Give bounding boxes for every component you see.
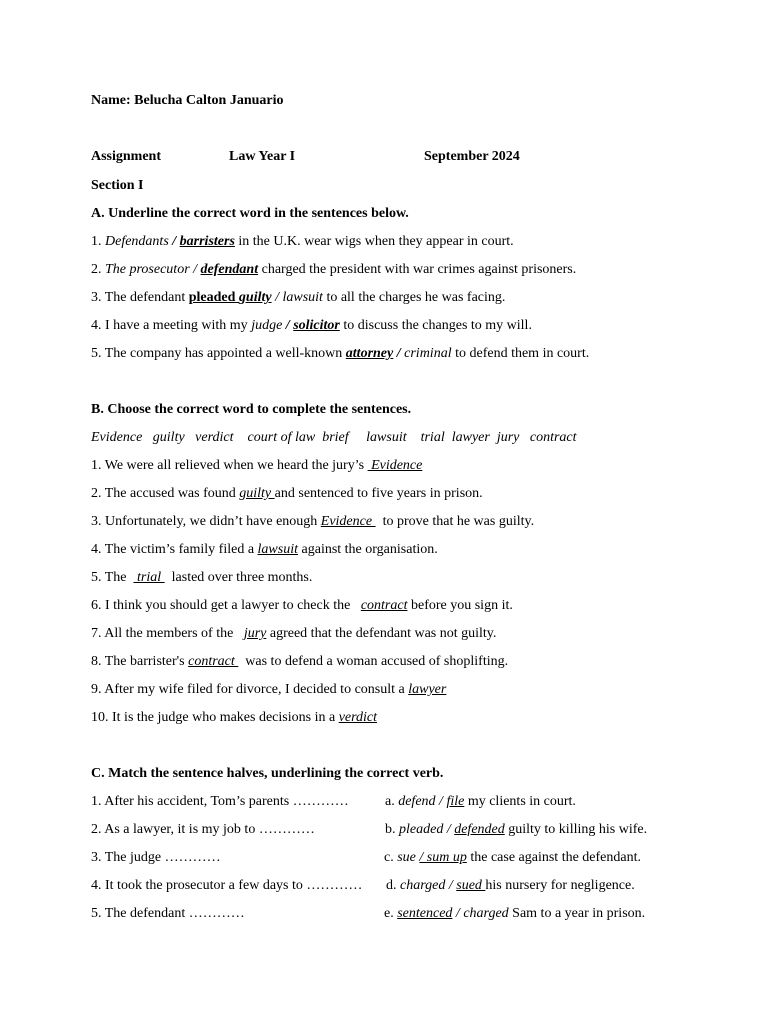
answer-blank: Evidence: [367, 458, 423, 473]
answer-blank: contract: [188, 654, 239, 669]
match-left-item: 3. The judge …………: [91, 850, 221, 865]
match-left-item: 5. The defendant …………: [91, 906, 245, 921]
match-left-item: 4. It took the prosecutor a few days to …………: [91, 878, 363, 893]
assignment-label: Assignment: [91, 149, 162, 164]
match-left-item: 2. As a lawyer, it is my job to …………: [91, 822, 315, 837]
part-c-title: C. Match the sentence halves, underlining the correct verb.: [91, 766, 444, 781]
part-b-item: 7. All the members of the jury agreed that the defendant was not guilty.: [91, 626, 497, 641]
part-a-title: A. Underline the correct word in the sentences below.: [91, 206, 409, 221]
part-b-item: 10. It is the judge who makes decisions in a verdict: [91, 710, 378, 725]
student-name: Name: Belucha Calton Januario: [91, 93, 284, 108]
answer-blank: trial: [133, 570, 165, 585]
part-b-item: 3. Unfortunately, we didn’t have enough Evidence to prove that he was guilty.: [91, 514, 535, 529]
match-right-item: d. charged / sued his nursery for negligence.: [386, 878, 635, 893]
part-b-item: 4. The victim’s family filed a lawsuit against the organisation.: [91, 542, 438, 557]
match-right-item: c. sue / sum up the case against the defendant.: [384, 850, 641, 865]
part-b-item: 9. After my wife filed for divorce, I decided to consult a lawyer: [91, 682, 447, 697]
date-label: September 2024: [424, 149, 520, 164]
match-right-item: a. defend / file my clients in court.: [385, 794, 576, 809]
match-right-item: e. sentenced / charged Sam to a year in prison.: [384, 906, 646, 921]
answer-blank: verdict: [338, 710, 378, 725]
answer-blank: lawsuit: [257, 542, 299, 557]
part-a-item: 1. Defendants / barristers in the U.K. wear wigs when they appear in court.: [91, 234, 514, 249]
part-a-item: 2. The prosecutor / defendant charged the president with war crimes against prisoners.: [91, 262, 577, 277]
answer-blank: jury: [243, 626, 267, 641]
part-b-item: 5. The trial lasted over three months.: [91, 570, 313, 585]
match-left-item: 1. After his accident, Tom’s parents …………: [91, 794, 349, 809]
word-bank: Evidence guilty verdict court of law brief lawsuit trial lawyer jury contract: [91, 430, 577, 445]
part-b-title: B. Choose the correct word to complete the sentences.: [91, 402, 412, 417]
answer-blank: contract: [360, 598, 408, 613]
part-a-item: 3. The defendant pleaded guilty / lawsuit to all the charges he was facing.: [91, 290, 506, 305]
part-a-item: 4. I have a meeting with my judge / solicitor to discuss the changes to my will.: [91, 318, 532, 333]
part-b-item: 6. I think you should get a lawyer to check the contract before you sign it.: [91, 598, 513, 613]
part-b-item: 8. The barrister's contract was to defend a woman accused of shoplifting.: [91, 654, 509, 669]
part-b-item: 2. The accused was found guilty and sentenced to five years in prison.: [91, 486, 483, 501]
answer-blank: guilty: [239, 486, 275, 501]
section-title: Section I: [91, 178, 144, 193]
course-label: Law Year I: [229, 149, 296, 164]
part-b-item: 1. We were all relieved when we heard the jury’s Evidence: [91, 458, 423, 473]
match-right-item: b. pleaded / defended guilty to killing his wife.: [385, 822, 648, 837]
answer-blank: lawyer: [408, 682, 447, 697]
assignment-header: [91, 148, 691, 166]
answer-blank: Evidence: [320, 514, 376, 529]
part-a-item: 5. The company has appointed a well-known attorney / criminal to defend them in court.: [91, 346, 590, 361]
